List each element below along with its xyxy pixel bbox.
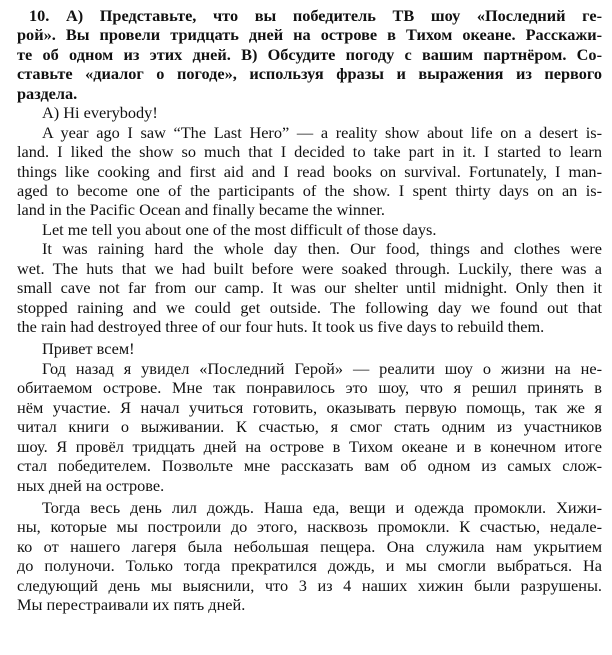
- text-line: читал книги о выживании. К счастью, я смог стать одним из участников: [17, 417, 602, 437]
- heading-line: рой». Вы провели тридцать дней на острове в Тихом океане. Расскажи-: [17, 25, 602, 45]
- text-line: обитаемом острове. Мне так понравилось это шоу, что я решил принять в: [17, 378, 602, 398]
- text-line: Let me tell you about one of the most difficult of those days.: [42, 219, 437, 239]
- text-line: ных дней на острове.: [17, 475, 165, 495]
- text-line: wet. The huts that we had built before were soaked through. Luckily, there was a: [17, 258, 602, 278]
- heading-line: 10. А) Представьте, что вы победитель ТВ шоу «Последний ге-: [29, 6, 602, 25]
- russian-text: [17, 339, 602, 614]
- exercise-heading: [17, 6, 602, 103]
- text-line: It was raining hard the whole day then. Our food, things and clothes were: [42, 239, 602, 259]
- text-line: шоу. Я провёл тридцать дней на острове в Тихом океане и в конечном итоге: [17, 436, 602, 456]
- text-line: the rain had destroyed three of our four huts. It took us five days to rebuild them.: [17, 317, 545, 336]
- text-line: land in the Pacific Ocean and finally became the winner.: [17, 200, 385, 220]
- text-line: стал победителем. Позвольте мне рассказать вам об одном из самых слож-: [17, 456, 602, 476]
- text-line: ко от нашего лагеря была небольшая пещера. Она служила нам укрытием: [17, 536, 602, 556]
- text-line: следующий день мы выяснили, что 3 из 4 наших хижин были разрушены.: [17, 575, 602, 595]
- text-line: Тогда весь день лил дождь. Наша еда, вещи и одежда промокли. Хижи-: [42, 497, 602, 517]
- text-line: Мы перестраивали их пять дней.: [17, 595, 246, 615]
- russian-greeting: Привет всем!: [42, 339, 135, 359]
- text-line: things like cooking and first aid and I read books on survival. Fortunately, I man-: [17, 161, 602, 181]
- text-line: aged to become one of the participants of the show. I spent thirty days on an is-: [17, 180, 602, 200]
- heading-line: те об одном из этих дней. В) Обсудите погоду с вашим партнёром. Со-: [17, 44, 602, 64]
- text-line: нём участие. Я начал учиться готовить, оказывать первую помощь, так же я: [17, 397, 602, 417]
- english-text: [17, 103, 602, 336]
- text-line: A year ago I saw “The Last Hero” — a reality show about life on a desert is-: [42, 122, 602, 142]
- text-line: stopped raining and we could get outside. The following day we found out that: [17, 297, 602, 317]
- text-line: до полуночи. Только тогда прекратился дождь, и мы смогли выбраться. На: [17, 556, 602, 576]
- heading-line: раздела.: [17, 83, 78, 103]
- text-line: land. I liked the show so much that I decided to take part in it. I started to learn: [17, 142, 602, 162]
- heading-line: ставьте «диалог о погоде», используя фразы и выражения из первого: [17, 64, 602, 84]
- text-line: Год назад я увидел «Последний Герой» — реалити шоу о жизни на не-: [42, 358, 602, 378]
- text-line: ны, которые мы построили до этого, насквозь промокли. К счастью, недале-: [17, 517, 602, 537]
- english-greeting: A) Hi everybody!: [42, 103, 158, 123]
- text-line: small cave not far from our camp. It was our shelter until midnight. Only then it: [17, 278, 602, 298]
